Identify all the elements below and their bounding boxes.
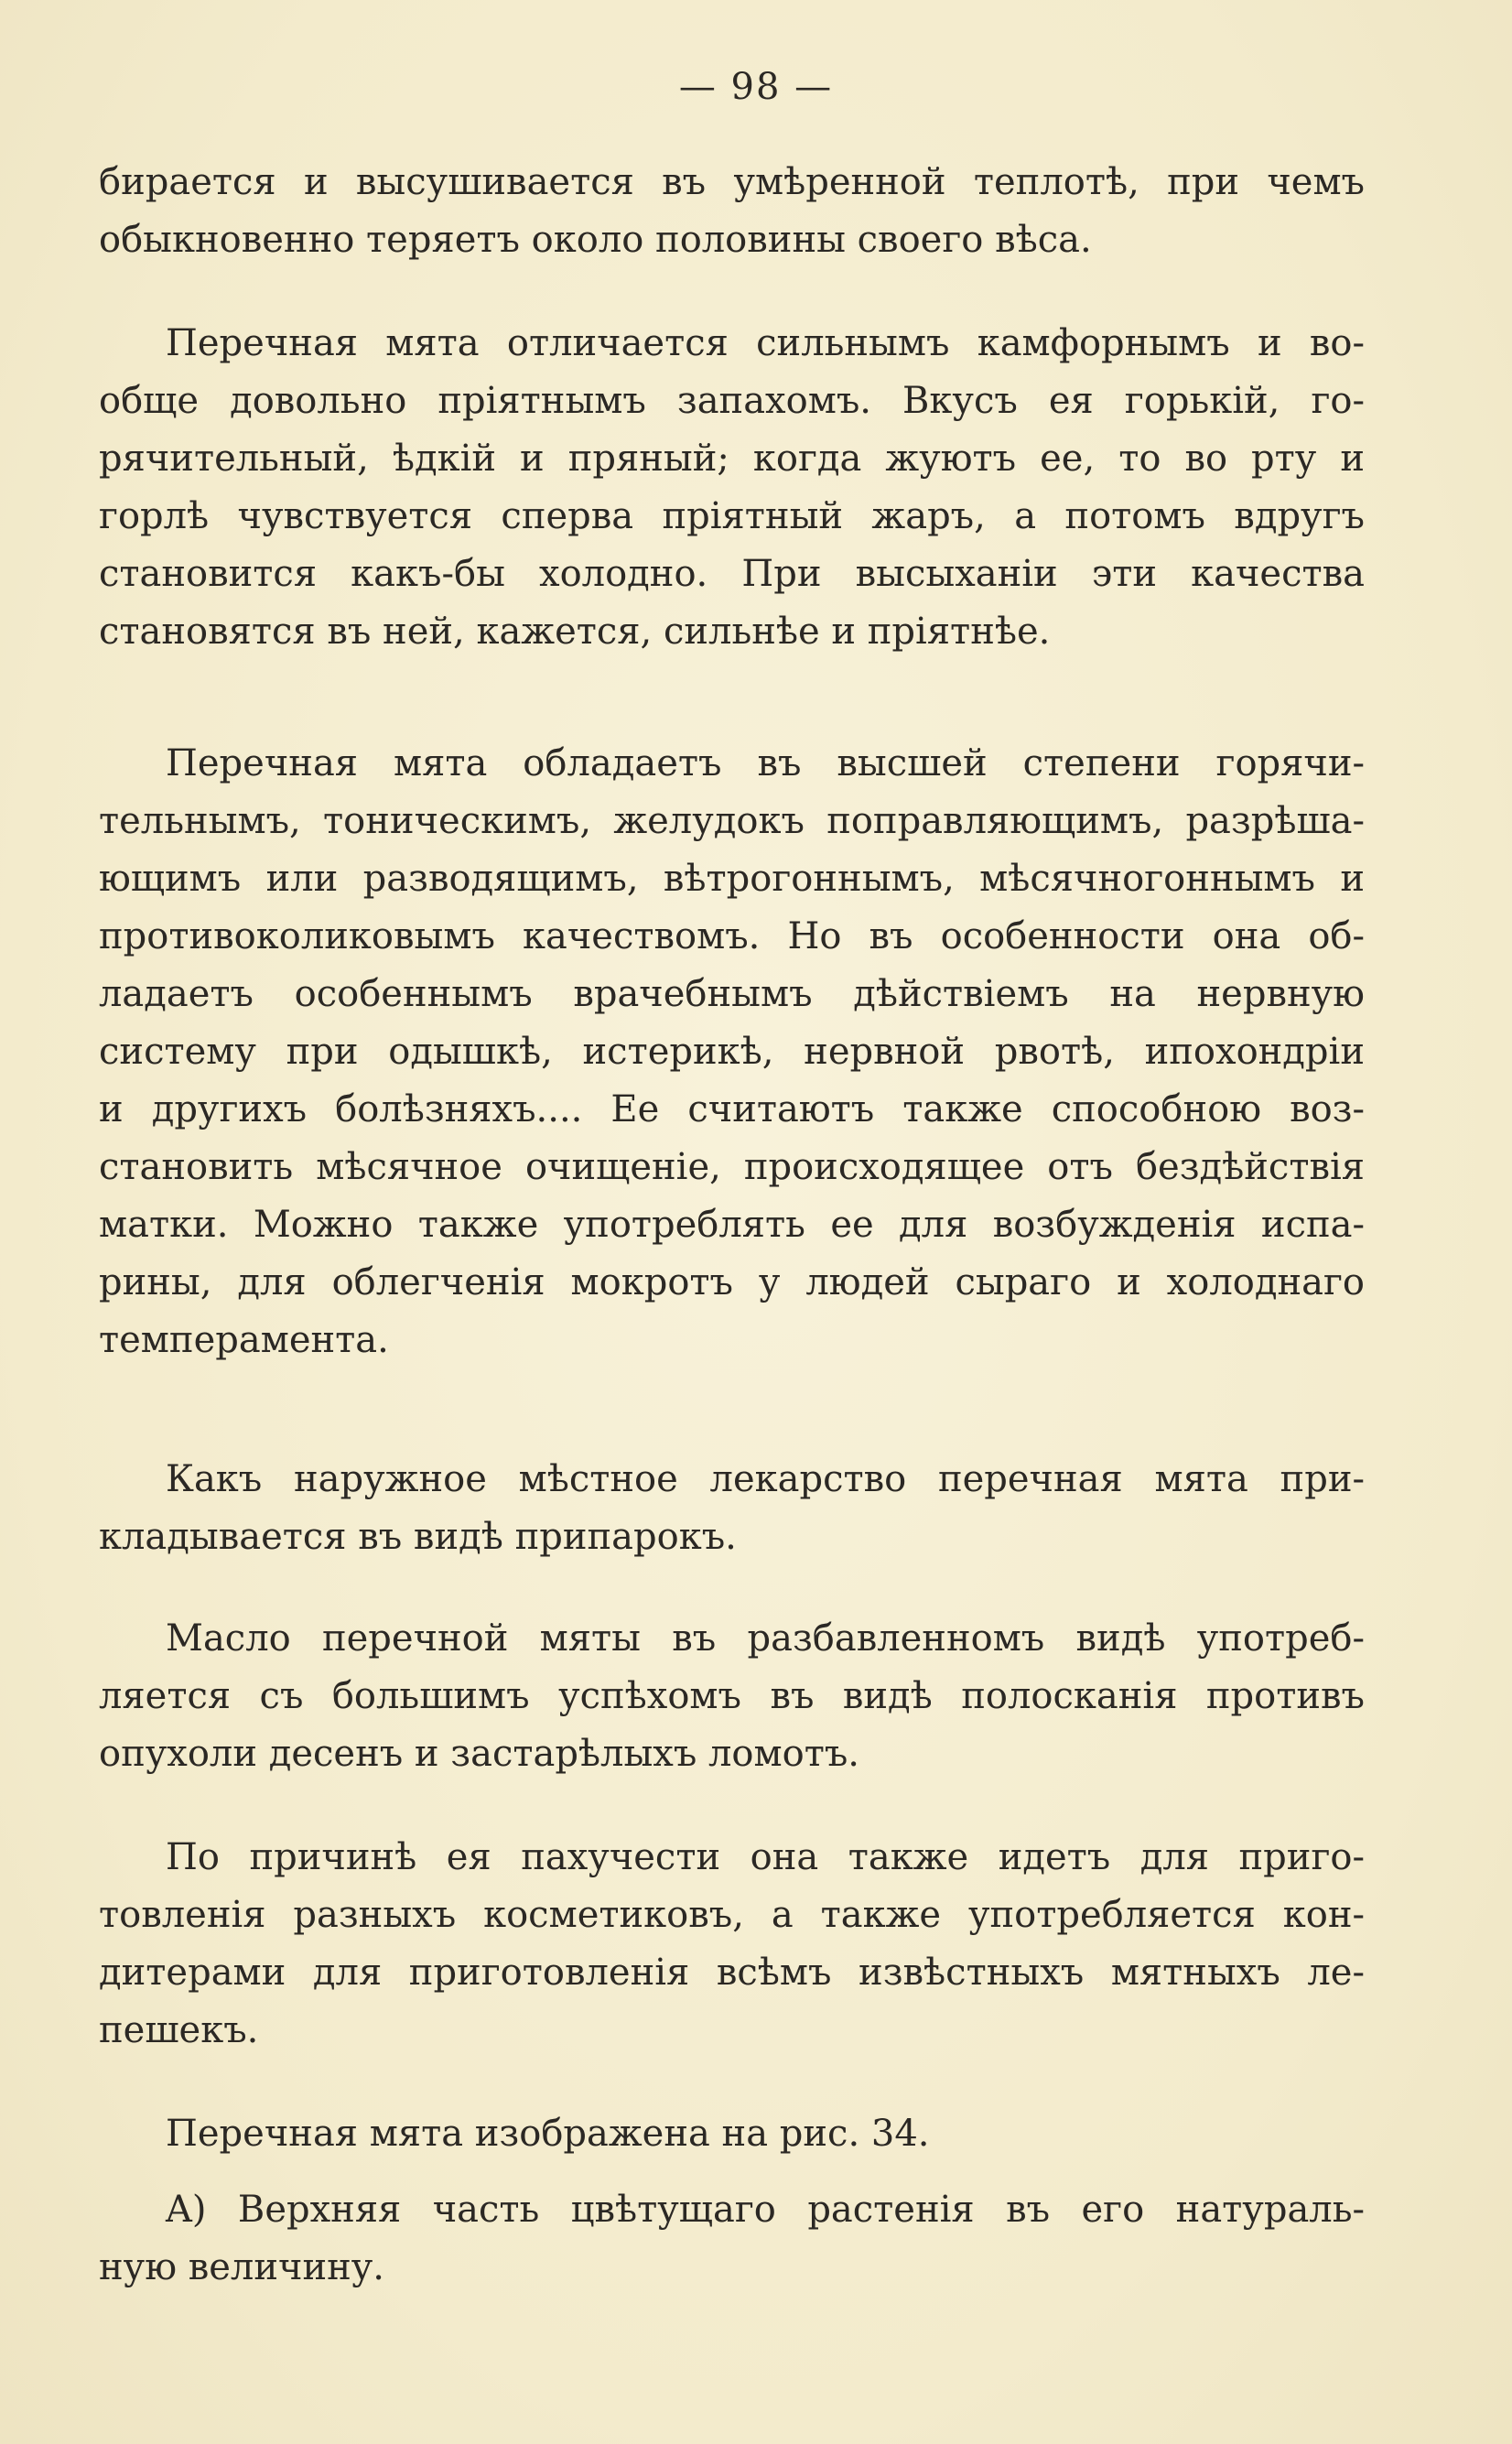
text-line: рячительный, ѣдкій и пряный; когда жуютъ ее, то во рту и xyxy=(99,438,1365,480)
text-line: становятся въ ней, кажется, сильнѣе и пріятнѣе. xyxy=(99,611,1051,653)
text-line: становить мѣсячное очищеніе, происходящее отъ бездѣйствія xyxy=(99,1146,1365,1188)
text-line: Перечная мята обладаетъ въ высшей степени горячи- xyxy=(166,742,1365,784)
text-line: и другихъ болѣзняхъ.... Ее считаютъ также способною воз- xyxy=(99,1088,1365,1130)
paragraph-figure-caption-a xyxy=(99,2181,1365,2297)
paragraph-figure-reference xyxy=(99,2105,1365,2163)
paragraph-continuation xyxy=(99,154,1365,269)
text-line: обще довольно пріятнымъ запахомъ. Вкусъ ея горькій, го- xyxy=(99,380,1365,422)
text-line: горлѣ чувствуется сперва пріятный жаръ, а потомъ вдругъ xyxy=(99,495,1365,537)
text-line: опухоли десенъ и застарѣлыхъ ломотъ. xyxy=(99,1733,859,1775)
text-line: темперамента. xyxy=(99,1319,389,1361)
text-line: обыкновенно теряетъ около половины своего вѣса. xyxy=(99,219,1092,261)
text-line: матки. Можно также употреблять ее для возбужденія испа- xyxy=(99,1204,1365,1246)
text-line: дитерами для приготовленія всѣмъ извѣстныхъ мятныхъ ле- xyxy=(99,1952,1365,1994)
text-line: ладаетъ особеннымъ врачебнымъ дѣйствіемъ на нервную xyxy=(99,973,1365,1015)
text-line: Перечная мята отличается сильнымъ камфорнымъ и во- xyxy=(166,322,1365,364)
text-line: рины, для облегченія мокротъ у людей сыраго и холоднаго xyxy=(99,1261,1365,1303)
text-line: кладывается въ видѣ припарокъ. xyxy=(99,1516,737,1558)
text-line: ную величину. xyxy=(99,2246,385,2288)
text-line: ющимъ или разводящимъ, вѣтрогоннымъ, мѣсячногоннымъ и xyxy=(99,858,1365,900)
text-line: становится какъ-бы холодно. При высыханіи эти качества xyxy=(99,553,1365,595)
text-line: противоколиковымъ качествомъ. Но въ особенности она об- xyxy=(99,915,1365,957)
paragraph-aroma xyxy=(99,315,1365,661)
text-line: Перечная мята изображена на рис. 34. xyxy=(166,2113,930,2155)
text-line: систему при одышкѣ, истерикѣ, нервной рвотѣ, ипохондріи xyxy=(99,1031,1365,1073)
text-line: По причинѣ ея пахучести она также идетъ для приго- xyxy=(166,1836,1365,1878)
text-line: тельнымъ, тоническимъ, желудокъ поправляющимъ, разрѣша- xyxy=(99,800,1365,842)
paragraph-oil xyxy=(99,1610,1365,1783)
paragraph-properties xyxy=(99,735,1365,1369)
text-line: пешекъ. xyxy=(99,2009,259,2051)
text-line: бирается и высушивается въ умѣренной теплотѣ, при чемъ xyxy=(99,161,1365,203)
text-line: Какъ наружное мѣстное лекарство перечная мята при- xyxy=(166,1458,1365,1500)
text-line: A) Верхняя часть цвѣтущаго растенія въ его натураль- xyxy=(166,2189,1365,2231)
text-line: товленія разныхъ косметиковъ, а также употребляется кон- xyxy=(99,1894,1365,1936)
page-number: — 98 — xyxy=(678,66,834,108)
text-line: Масло перечной мяты въ разбавленномъ видѣ употреб- xyxy=(166,1617,1365,1660)
text-line: ляется съ большимъ успѣхомъ въ видѣ полосканія противъ xyxy=(99,1675,1365,1717)
paragraph-external-use xyxy=(99,1451,1365,1566)
paragraph-cosmetics xyxy=(99,1829,1365,2060)
